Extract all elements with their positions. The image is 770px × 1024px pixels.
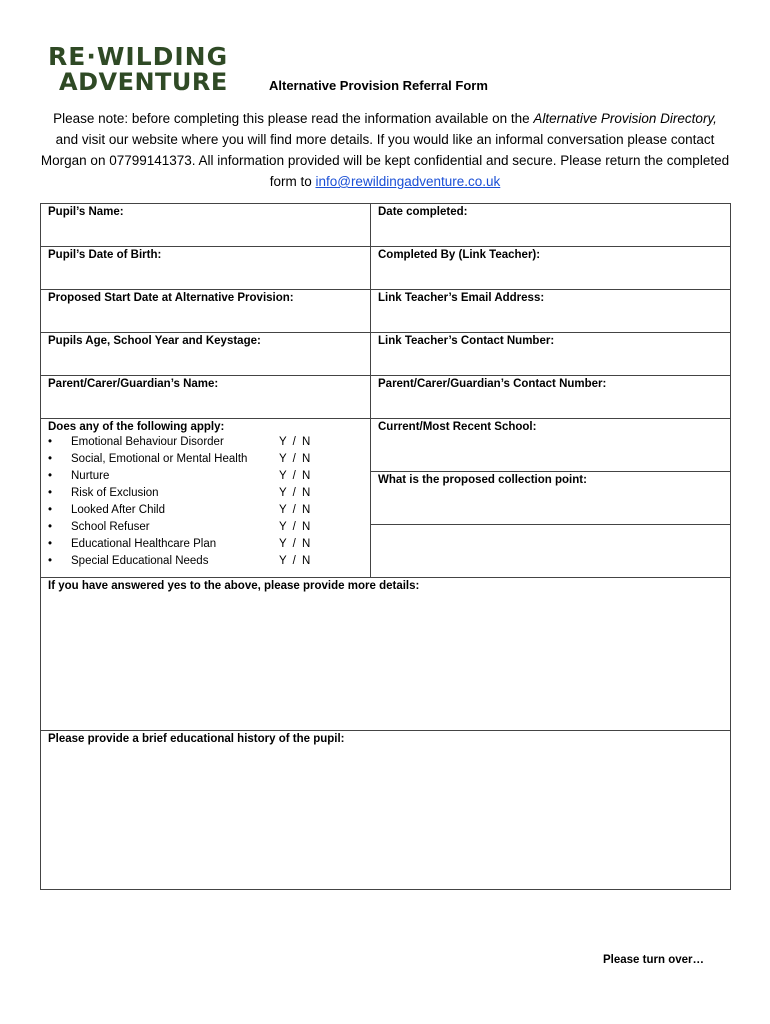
completed-by-field[interactable]: Completed By (Link Teacher): bbox=[371, 247, 731, 290]
parent-number-field[interactable]: Parent/Carer/Guardian’s Contact Number: bbox=[371, 376, 731, 419]
teacher-email-field[interactable]: Link Teacher’s Email Address: bbox=[371, 290, 731, 333]
parent-name-field[interactable]: Parent/Carer/Guardian’s Name: bbox=[41, 376, 371, 419]
condition-item: • Emotional Behaviour Disorder Y / N bbox=[48, 434, 363, 451]
condition-label: Educational Healthcare Plan bbox=[71, 538, 217, 550]
condition-label: Nurture bbox=[71, 470, 110, 482]
referral-form-table bbox=[40, 203, 731, 890]
condition-item: • Special Educational Needs Y / N bbox=[48, 553, 363, 570]
condition-label: Social, Emotional or Mental Health bbox=[71, 453, 248, 465]
yes-no-choice[interactable]: Y / N bbox=[279, 470, 311, 482]
yes-no-choice[interactable]: Y / N bbox=[279, 555, 311, 567]
condition-label: Risk of Exclusion bbox=[71, 487, 159, 499]
email-link[interactable]: info@rewildingadventure.co.uk bbox=[315, 174, 501, 189]
condition-item: • Risk of Exclusion Y / N bbox=[48, 485, 363, 502]
more-details-field[interactable]: If you have answered yes to the above, please provide more details: bbox=[41, 578, 731, 731]
condition-label: Looked After Child bbox=[71, 504, 165, 516]
condition-item: • Nurture Y / N bbox=[48, 468, 363, 485]
condition-label: Emotional Behaviour Disorder bbox=[71, 436, 224, 448]
yes-no-choice[interactable]: Y / N bbox=[279, 538, 311, 550]
start-date-field[interactable]: Proposed Start Date at Alternative Provision: bbox=[41, 290, 371, 333]
logo-line-1: RE·WILDING bbox=[48, 42, 229, 71]
rewilding-adventure-logo bbox=[48, 42, 229, 96]
yes-no-choice[interactable]: Y / N bbox=[279, 436, 311, 448]
yes-no-choice[interactable]: Y / N bbox=[279, 521, 311, 533]
form-title: Alternative Provision Referral Form bbox=[269, 78, 488, 93]
condition-item: • Looked After Child Y / N bbox=[48, 502, 363, 519]
condition-item: • School Refuser Y / N bbox=[48, 519, 363, 536]
date-completed-field[interactable]: Date completed: bbox=[371, 204, 731, 247]
conditions-list bbox=[48, 434, 363, 570]
dob-field[interactable]: Pupil’s Date of Birth: bbox=[41, 247, 371, 290]
condition-item: • Social, Emotional or Mental Health Y / N bbox=[48, 451, 363, 468]
age-year-field[interactable]: Pupils Age, School Year and Keystage: bbox=[41, 333, 371, 376]
turn-over-note: Please turn over… bbox=[603, 954, 704, 966]
logo-line-2: ADVENTURE bbox=[59, 68, 228, 96]
educational-history-field[interactable]: Please provide a brief educational history of the pupil: bbox=[41, 731, 731, 890]
current-school-field[interactable]: Current/Most Recent School: bbox=[371, 419, 731, 472]
condition-item: • Educational Healthcare Plan Y / N bbox=[48, 536, 363, 553]
blank-cell[interactable] bbox=[371, 525, 731, 578]
yes-no-choice[interactable]: Y / N bbox=[279, 453, 311, 465]
pupil-name-field[interactable]: Pupil’s Name: bbox=[41, 204, 371, 247]
intro-directory-name: Alternative Provision Directory, bbox=[533, 111, 717, 126]
intro-paragraph bbox=[40, 108, 730, 192]
teacher-number-field[interactable]: Link Teacher’s Contact Number: bbox=[371, 333, 731, 376]
yes-no-choice[interactable]: Y / N bbox=[279, 487, 311, 499]
yes-no-choice[interactable]: Y / N bbox=[279, 504, 311, 516]
condition-label: School Refuser bbox=[71, 521, 150, 533]
condition-label: Special Educational Needs bbox=[71, 555, 209, 567]
intro-text-1: Please note: before completing this please read the information available on the bbox=[53, 111, 534, 126]
conditions-title: Does any of the following apply: bbox=[48, 421, 225, 433]
collection-point-field[interactable]: What is the proposed collection point: bbox=[371, 472, 731, 525]
intro-text-2: and visit our website where you will find more details. If you would like an informal conversation please contact Morgan on 07799141373. All information provided will be kept confidential and secure. Please return the completed form to bbox=[40, 132, 730, 189]
conditions-cell bbox=[41, 419, 371, 578]
